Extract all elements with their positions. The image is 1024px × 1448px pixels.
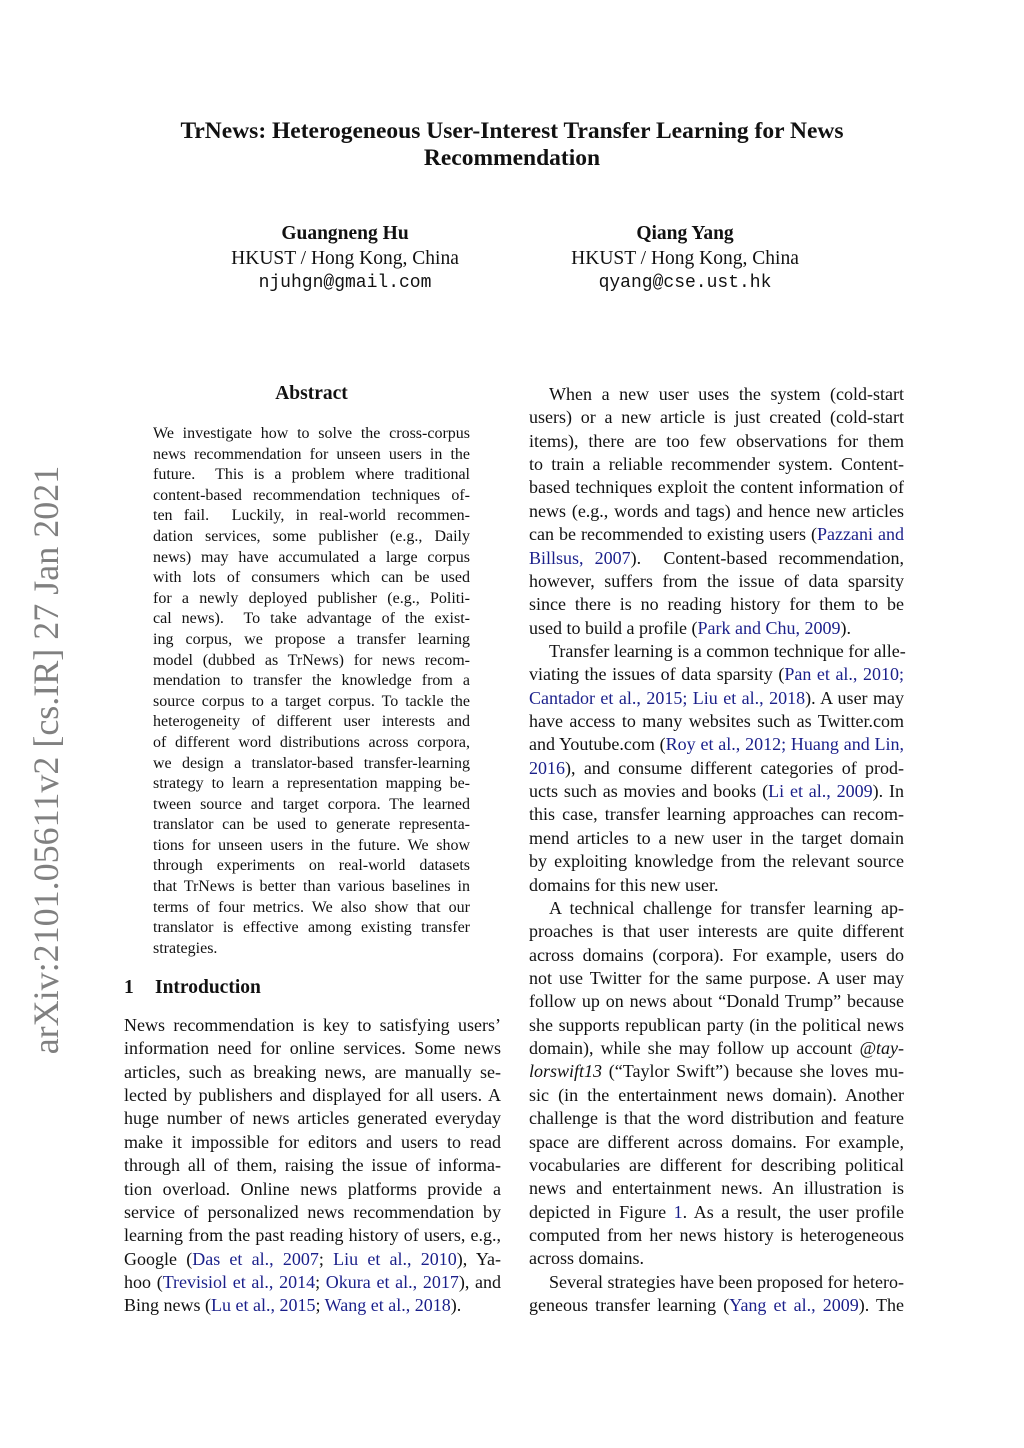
body-text: challenge is that the word distribution and feature [529,1108,904,1129]
body-text: tions for unseen users in the future. We show [153,836,470,854]
text-line [529,1271,904,1294]
text-line [529,967,904,990]
body-text: ; [318,1248,334,1269]
citation-link[interactable]: Lu et al., 2015 [211,1295,316,1316]
citation-link[interactable]: Pazzani and [817,524,904,545]
text-line [124,1107,501,1130]
body-text: space are different across domains. For example, [529,1131,904,1152]
section-heading-introduction: Introduction [155,977,261,998]
introduction-body [124,1014,501,1318]
text-line [529,1131,904,1154]
text-line [529,874,904,897]
text-line [153,486,470,507]
body-text: geneous transfer learning ( [529,1295,730,1316]
body-text: used to build a profile ( [529,617,698,638]
paragraph [529,383,904,640]
text-line [529,663,904,686]
text-line [529,687,904,710]
text-line [153,692,470,713]
body-text: Several strategies have been proposed for hetero- [549,1271,904,1292]
text-line [124,1248,501,1271]
paper-title-line-1: TrNews: Heterogeneous User-Interest Transfer Learning for News [180,118,844,144]
text-line [529,640,904,663]
citation-link[interactable]: Roy et al., 2012; Huang and Lin, [665,734,904,755]
paper-title-line-2: Recommendation [423,145,601,171]
body-text: across domains (corpora). For example, users do [529,944,904,965]
citation-link[interactable]: Yang et al., 2009 [729,1295,859,1316]
text-line [153,877,470,898]
paragraph [529,897,904,1271]
body-text: sic (in the entertainment news domain). Another [529,1084,904,1105]
text-line [529,453,904,476]
paragraph [529,1271,904,1318]
body-text: huge number of news articles generated everyday [124,1108,501,1129]
text-line [153,898,470,919]
text-line [153,548,470,569]
text-line [153,939,470,960]
text-line [529,757,904,780]
body-text: follow up on news about “Donald Trump” because [529,991,904,1012]
abstract-body [153,424,470,959]
text-line [529,1154,904,1177]
body-text: vocabularies are different for describing political [529,1154,904,1175]
body-text: cal news). To take advantage of the exist- [153,610,470,628]
body-text: terms of four metrics. We also show that our [153,898,470,916]
text-line [153,465,470,486]
text-line [529,617,904,640]
body-text: . As a result, the user profile [682,1201,905,1222]
body-text: ing corpus, we propose a transfer learning [153,630,470,648]
text-line [529,1107,904,1130]
section-number: 1 [124,977,134,998]
body-text: learning from the past reading history of users, e.g., [124,1225,501,1246]
text-line [529,897,904,920]
text-line [529,733,904,756]
text-line [124,1061,501,1084]
body-text: heterogeneity of different user interests and [153,713,470,731]
body-text: through all of them, raising the issue of informa- [124,1155,501,1176]
author-affiliation: HKUST / Hong Kong, China [571,247,799,269]
author-email[interactable]: qyang@cse.ust.hk [598,273,772,293]
text-line [529,1037,904,1060]
citation-link[interactable]: Pan et al., 2010; [784,664,904,685]
body-text: based techniques exploit the content information of [529,477,904,498]
citation-link[interactable]: Cantador et al., 2015; Liu et al., 2018 [529,687,806,708]
author-block-2 [515,222,855,296]
text-line [124,1131,501,1154]
body-text: future. This is a problem where traditional [153,466,470,484]
body-text: ; [315,1271,326,1292]
body-text: viating the issues of data sparsity ( [529,664,785,685]
text-line [124,1154,501,1177]
text-line [153,630,470,651]
body-text: Transfer learning is a common technique for alle- [549,640,906,661]
text-line [529,710,904,733]
body-text: When a new user uses the system (cold-start [549,384,904,404]
text-line [529,1084,904,1107]
body-text: translator is effective among existing transfer [153,919,470,937]
text-line [529,920,904,943]
body-text: that TrNews is better than various baselines in [153,878,470,896]
body-text: of different word distributions across corpora, [153,733,470,751]
text-line [153,424,470,445]
text-line [529,523,904,546]
citation-link[interactable]: Billsus, 2007 [529,547,631,568]
paragraph [529,640,904,897]
text-line [153,754,470,775]
citation-link[interactable]: 1 [673,1201,683,1222]
author-name: Qiang Yang [636,223,734,244]
text-line [153,795,470,816]
text-line [529,1294,904,1317]
citation-link[interactable]: Li et al., 2009 [768,781,873,802]
text-line [529,803,904,826]
text-line [529,500,904,523]
body-text: ). In [872,781,904,802]
body-text: articles, such as breaking news, are manually se- [124,1061,501,1082]
text-line [153,527,470,548]
body-text: tween source and target corpora. The learned [153,795,470,813]
body-text: service of personalized news recommendation by [124,1201,501,1222]
body-text: domain), while she may follow up account [529,1038,860,1059]
author-name: Guangneng Hu [281,223,409,244]
body-text: we design a translator-based transfer-learning [153,754,470,772]
body-text: news recommendation for unseen users in the [153,445,470,463]
text-line [529,547,904,570]
body-text: news and entertainment news. An illustration is [529,1178,904,1199]
body-text: ). A user may [805,687,904,708]
text-line [124,1271,501,1294]
body-text: A technical challenge for transfer learning ap- [549,897,904,918]
body-text: news (e.g., words and tags) and hence new articles [529,500,904,521]
citation-link[interactable]: Das et al., 2007 [192,1248,319,1269]
text-line [529,383,904,406]
body-text: and Youtube.com ( [529,734,666,755]
citation-link[interactable]: 2016 [529,757,565,778]
body-text: however, suffers from the issue of data sparsity [529,570,904,591]
text-line [529,476,904,499]
text-line [124,1084,501,1107]
body-text: ), and consume different categories of prod- [565,757,904,778]
text-line [153,836,470,857]
text-line [529,780,904,803]
paragraph [153,424,470,959]
text-line [153,671,470,692]
text-line [529,570,904,593]
body-text: through experiments on real-world datasets [153,857,470,875]
arxiv-identifier-stamp: arXiv:2101.05611v2 [cs.IR] 27 Jan 2021 [26,465,66,1055]
body-text: content-based recommendation techniques of- [153,486,470,504]
body-text: tion overload. Online news platforms provide a [124,1178,501,1199]
right-column-body [529,383,904,1317]
body-text: for a newly deployed publisher (e.g., Politi- [153,589,470,607]
body-text: ). Content-based recommendation, [630,547,904,568]
text-line [153,651,470,672]
body-text: computed from her news history is heterogeneous [529,1224,904,1245]
body-text: news) may have accumulated a large corpus [153,548,470,566]
text-line [529,593,904,616]
body-text: strategies. [153,939,218,957]
body-text: ), and [458,1271,501,1292]
body-text: can be recommended to existing users ( [529,524,818,545]
text-line [529,850,904,873]
paragraph [124,1014,501,1318]
text-line [529,1060,904,1083]
body-text: across domains. [529,1248,644,1269]
citation-link[interactable]: Park and Chu, 2009 [697,617,841,638]
text-line [153,445,470,466]
text-line [153,589,470,610]
text-line [153,712,470,733]
body-text: domains for this new user. [529,874,719,895]
body-text: to train a reliable recommender system. Content- [529,454,904,475]
abstract-heading: Abstract [275,383,348,404]
citation-link[interactable]: Trevisiol et al., 2014 [162,1271,316,1292]
body-text: Google ( [124,1248,193,1269]
text-line [124,1201,501,1224]
body-text: ). [840,617,851,638]
text-line [153,774,470,795]
text-line [529,430,904,453]
text-line [529,406,904,429]
citation-link[interactable]: Wang et al., 2018 [324,1295,451,1316]
text-line [529,827,904,850]
body-text: ucts such as movies and books ( [529,781,769,802]
body-text: depicted in Figure [529,1201,674,1222]
text-line [153,568,470,589]
body-text: News recommendation is key to satisfying users’ [124,1015,501,1035]
body-text: by exploiting knowledge from the relevant source [529,851,904,872]
body-text: have access to many websites such as Twitter.com [529,711,904,732]
text-line [124,1224,501,1247]
body-text: translator can be used to generate representa- [153,816,470,834]
citation-link[interactable]: Okura et al., 2017 [325,1271,459,1292]
paper-title [0,118,1024,172]
body-text: source corpus to a target corpus. To tackle the [153,692,470,710]
text-line [529,1014,904,1037]
body-text: make it impossible for editors and users to read [124,1131,501,1152]
body-text: items), there are too few observations for them [529,430,904,451]
text-line [529,990,904,1013]
text-line [153,609,470,630]
text-line [529,1224,904,1247]
italic-text: lorswift13 [529,1061,603,1082]
body-text: ). [450,1295,462,1316]
text-line [124,1014,501,1037]
text-line [124,1294,501,1317]
text-line [124,1178,501,1201]
body-text: model (dubbed as TrNews) for news recom- [153,651,470,669]
body-text: (“Taylor Swift”) because she loves mu- [602,1061,904,1082]
body-text: Bing news ( [124,1295,211,1316]
citation-link[interactable]: Liu et al., 2010 [333,1248,457,1269]
body-text: ten fail. Luckily, in real-world recommen- [153,507,470,525]
body-text: We investigate how to solve the cross-corpus [153,425,470,442]
author-email[interactable]: njuhgn@gmail.com [258,273,432,293]
body-text: lected by publishers and displayed for all users. A [124,1085,501,1106]
body-text: strategy to learn a representation mapping be- [153,775,470,793]
text-line [153,733,470,754]
text-line [153,918,470,939]
body-text: dation services, some publisher (e.g., Daily [153,527,470,545]
body-text: with lots of consumers which can be used [153,569,470,587]
body-text: this case, transfer learning approaches can recom- [529,804,904,825]
body-text: hoo ( [124,1271,163,1292]
body-text: mend articles to a new user in the target domain [529,827,904,848]
text-line [153,506,470,527]
body-text: proaches is that user interests are quite different [529,921,904,942]
author-block-1 [175,222,515,296]
body-text: ; [315,1295,325,1316]
body-text: mendation to transfer the knowledge from a [153,672,470,690]
body-text: ). The [858,1295,905,1316]
body-text: not use Twitter for the same purpose. A user may [529,967,904,988]
text-line [529,1247,904,1270]
text-line [529,1177,904,1200]
text-line [153,856,470,877]
body-text: users) or a new article is just created (cold-start [529,407,904,428]
text-line [529,944,904,967]
body-text: ), Ya- [456,1248,501,1269]
author-affiliation: HKUST / Hong Kong, China [231,247,459,269]
text-line [124,1037,501,1060]
body-text: since there is no reading history for them to be [529,594,904,615]
text-line [153,815,470,836]
text-line [529,1201,904,1224]
body-text: information need for online services. Some news [124,1038,501,1059]
body-text: she supports republican party (in the political news [529,1014,904,1035]
italic-text: @tay- [859,1038,904,1059]
